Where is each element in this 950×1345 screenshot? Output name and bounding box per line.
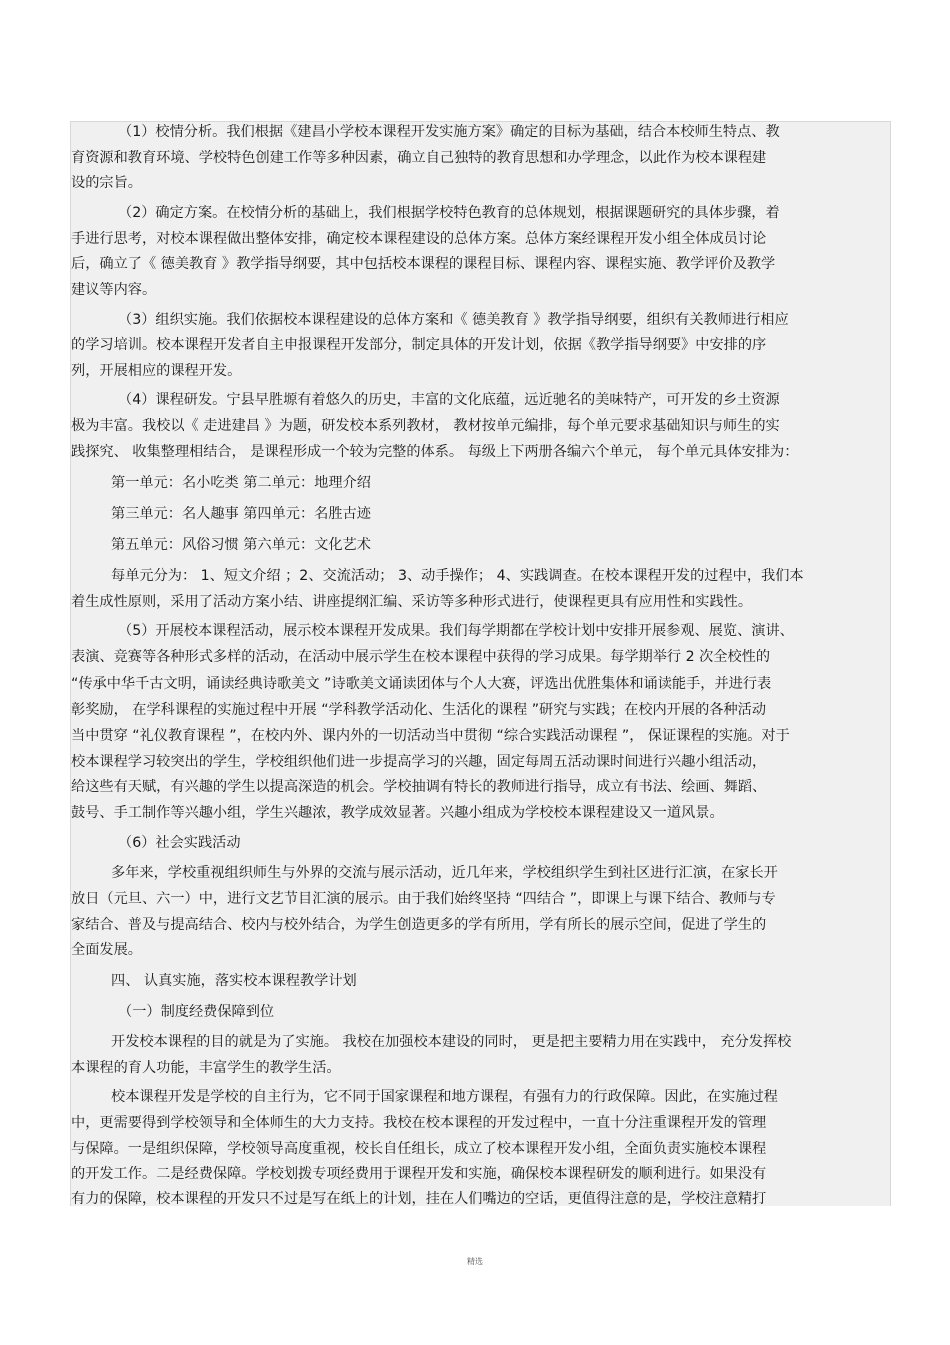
text-line: 育资源和教育环境、学校特色创建工作等多种因素，确立自己独特的教育思想和办学理念，以此作为校本课程建: [71, 150, 767, 166]
text-line: 鼓号、手工制作等兴趣小组，学生兴趣浓，教学成效显著。兴趣小组成为学校校本课程建设又一道风景。: [71, 805, 724, 821]
text-line: 放日（元旦、六一）中，进行文艺节目汇演的展示。由于我们始终坚持 “四结合 ”，即课上与课下结合、教师与专: [71, 891, 776, 907]
text-line: 中，更需要得到学校领导和全体师生的大力支持。我校在校本课程的开发过程中，一直十分注重课程开发的管理: [71, 1115, 767, 1131]
unit-list-item: 第一单元：名小吃类 第二单元：地理介绍: [111, 475, 371, 491]
text-line: 践探究、 收集整理相结合， 是课程形成一个较为完整的体系。 每级上下两册各编六个单元， 每个单元具体安排为：: [71, 444, 799, 460]
text-line: 全面发展。: [71, 942, 142, 958]
text-line: 给这些有天赋，有兴趣的学生以提高深造的机会。学校抽调有特长的教师进行指导，成立有书法、绘画、舞蹈、: [71, 779, 767, 795]
text-line: 列，开展相应的课程开发。: [71, 363, 242, 379]
text-line: 的开发工作。二是经费保障。学校划拨专项经费用于课程开发和实施，确保校本课程研发的顺利进行。如果没有: [71, 1166, 767, 1182]
text-line: 极为丰富。我校以《 走进建昌 》为题，研发校本系列教材， 教材按单元编排，每个单元要求基础知识与师生的实: [71, 418, 780, 434]
text-line: 校本课程开发是学校的自主行为，它不同于国家课程和地方课程，有强有力的行政保障。因此，在实施过程: [111, 1089, 778, 1105]
text-line: 设的宗旨。: [71, 175, 142, 191]
section-heading: （6）社会实践活动: [118, 835, 241, 851]
section-heading: （一）制度经费保障到位: [118, 1004, 275, 1020]
text-line: 彰奖励， 在学科课程的实施过程中开展 “学科教学活动化、生活化的课程 ”研究与实践；在校内开展的各种活动: [71, 702, 767, 718]
text-line: （5）开展校本课程活动，展示校本课程开发成果。我们每学期都在学校计划中安排开展参观、展览、演讲、: [118, 623, 794, 639]
text-line: 的学习培训。校本课程开发者自主申报课程开发部分，制定具体的开发计划，依据《教学指导纲要》中安排的序: [71, 337, 767, 353]
text-line: 当中贯穿 “礼仪教育课程 ”，在校内外、课内外的一切活动当中贯彻 “综合实践活动课程 ”， 保证课程的实施。对于: [71, 728, 790, 744]
page-footer-mark: 精选: [467, 1257, 483, 1266]
text-line: 有力的保障，校本课程的开发只不过是写在纸上的计划，挂在人们嘴边的空话，更值得注意的是，学校注意精打: [71, 1191, 767, 1207]
unit-list-item: 第五单元：风俗习惯 第六单元：文化艺术: [111, 537, 371, 553]
text-line: 开发校本课程的目的就是为了实施。 我校在加强校本建设的同时， 更是把主要精力用在实践中， 充分发挥校: [111, 1034, 792, 1050]
text-line: 手进行思考，对校本课程做出整体安排，确定校本课程建设的总体方案。总体方案经课程开发小组全体成员讨论: [71, 231, 767, 247]
text-line: （2）确定方案。在校情分析的基础上，我们根据学校特色教育的总体规划，根据课题研究的具体步骤，着: [118, 205, 780, 221]
text-line: （3）组织实施。我们依据校本课程建设的总体方案和《 德美教育 》教学指导纲要，组织有关教师进行相应: [118, 312, 789, 328]
text-line: 着生成性原则，采用了活动方案小结、讲座提纲汇编、采访等多种形式进行，使课程更具有应用性和实践性。: [71, 594, 753, 610]
text-line: 家结合、普及与提高结合、校内与校外结合，为学生创造更多的学有所用，学有所长的展示空间，促进了学生的: [71, 917, 767, 933]
section-heading: 四、 认真实施，落实校本课程教学计划: [111, 973, 357, 989]
text-line: 校本课程学习较突出的学生，学校组织他们进一步提高学习的兴趣，固定每周五活动课时间进行兴趣小组活动，: [71, 754, 767, 770]
text-line: 每单元分为： 1、短文介绍 ；2、交流活动； 3、动手操作； 4、实践调查。在校本课程开发的过程中，我们本: [111, 568, 804, 584]
text-line: （1）校情分析。我们根据《建昌小学校本课程开发实施方案》确定的目标为基础，结合本校师生特点、教: [118, 124, 780, 140]
text-line: （4）课程研发。宁县早胜塬有着悠久的历史，丰富的文化底蕴，远近驰名的美味特产，可开发的乡土资源: [118, 392, 780, 408]
text-line: 多年来，学校重视组织师生与外界的交流与展示活动，近几年来，学校组织学生到社区进行汇演，在家长开: [111, 865, 778, 881]
unit-list-item: 第三单元：名人趣事 第四单元：名胜古迹: [111, 506, 371, 522]
text-line: 表演、竞赛等各种形式多样的活动，在活动中展示学生在校本课程中获得的学习成果。每学期举行 2 次全校性的: [71, 649, 771, 665]
text-line: 与保障。一是组织保障，学校领导高度重视，校长自任组长，成立了校本课程开发小组，全面负责实施校本课程: [71, 1141, 767, 1157]
text-line: 后，确立了《 德美教育 》教学指导纲要，其中包括校本课程的课程目标、课程内容、课程实施、教学评价及教学: [71, 256, 776, 272]
document-page: [70, 121, 891, 1206]
text-line: 本课程的育人功能，丰富学生的教学生活。: [71, 1060, 341, 1076]
text-line: 建议等内容。: [71, 282, 157, 298]
text-line: “传承中华千古文明，诵读经典诗歌美文 ”诗歌美文诵读团体与个人大赛，评选出优胜集体和诵读能手，并进行表: [71, 676, 772, 692]
